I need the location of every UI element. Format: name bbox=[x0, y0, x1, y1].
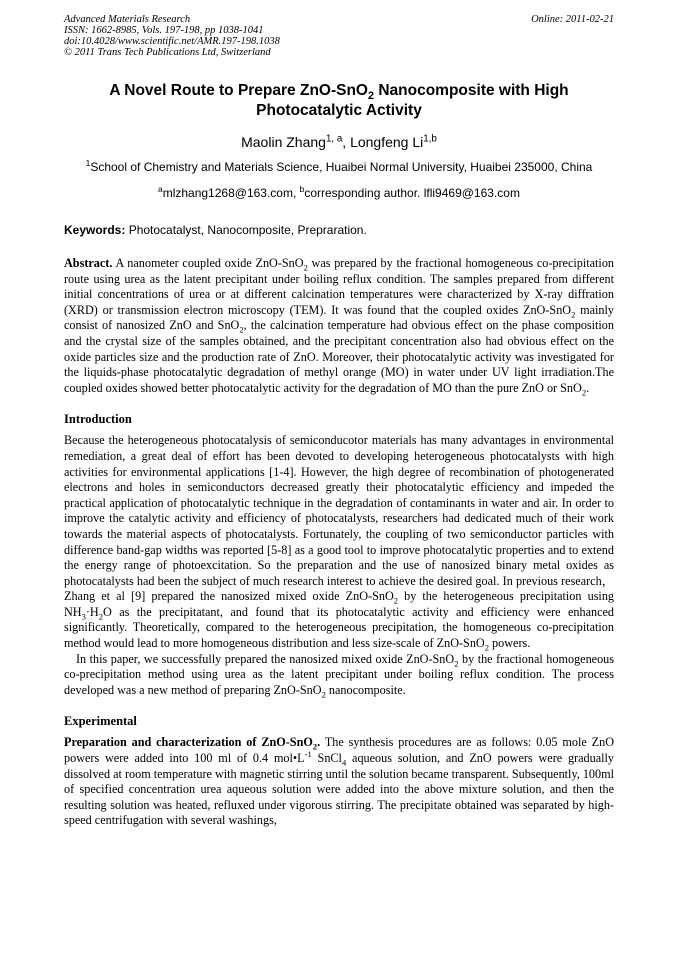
journal-name: Advanced Materials Research bbox=[64, 14, 191, 25]
issn-line: ISSN: 1662-8985, Vols. 197-198, pp 1038-1041 bbox=[64, 25, 264, 36]
author-name: Maolin Zhang bbox=[241, 134, 326, 150]
intro-paragraph: In this paper, we successfully prepared the nanosized mixed oxide ZnO-SnO$_2$ by the fractional homogeneous co-precipitation method using urea as the latent precipitant under boiling reflux condition. The process developed was a new method of preparing ZnO-SnO$_2$ nanocomposite. bbox=[64, 651, 615, 700]
author-list: Maolin Zhang$^{1, a}$, Longfeng Li$^{1,b}$ bbox=[241, 133, 437, 150]
affiliation: $^1$School of Chemistry and Materials Science, Huaibei Normal University, Huaibei 235000, China bbox=[85, 158, 593, 174]
copyright-line: © 2011 Trans Tech Publications Ltd, Switzerland bbox=[64, 47, 271, 58]
online-date: Online: 2011-02-21 bbox=[531, 14, 614, 25]
paper-title: A Novel Route to Prepare ZnO-SnO$_2$ Nanocomposite with High Photocatalytic Activity bbox=[109, 82, 569, 119]
abstract-label: Abstract. bbox=[64, 256, 113, 270]
doi-line: doi:10.4028/www.scientific.net/AMR.197-198.1038 bbox=[64, 36, 280, 47]
section-heading-experimental: Experimental bbox=[64, 714, 137, 729]
intro-paragraph: Because the heterogeneous photocatalysis of semiconducotor materials has many advantages in environmental remediation, a great deal of effort has been devoted to developing heterogeneous photocatalysts with high activities for environmental applications [1-4]. However, the high degree of recombination of photogenerated electrons and holes in semiconductors decreased greatly their photocatalytic efficiency and impeded the practical application of photocatalytic technique in the degradation of contaminants in water and air. In order to improve the catalytic activity and efficiency of photocatalysts, researchers had dedicated much of their work towards the material aspects of photocatalysts. Fortunately, the coupling of two semiconductor particles with difference band-gap widths was reported [5-8] as a good tool to improve photocatalytic properties and to extend the energy range of photoexcitation. So the preparation and the use of nanosized binary metal oxides as photocatalysts had been the subject of much research interest to achieve the desired goal. In previous research，Zhang et al [9] prepared the nanosized mixed oxide ZnO-SnO$_2$ by the heterogeneous precipitation using $NH_3\cdot H_2O$ as the precipitatant, and found that its photocatalytic activity and efficiency were enhanced significantly. Theoretically, compared to the heterogeneous precipitation, the homogeneous co-precipitation method would lead to more homogeneous distribution and less size-scale of ZnO-SnO$_2$ powers. bbox=[64, 433, 615, 653]
section-heading-introduction: Introduction bbox=[64, 412, 132, 427]
author-emails: $^a$mlzhang1268@163.com, $^b$corresponding author. lfli9469@163.com bbox=[158, 184, 520, 200]
author-name: Longfeng Li bbox=[350, 134, 424, 150]
keywords-label: Keywords: bbox=[64, 223, 126, 237]
abstract: Abstract. A nanometer coupled oxide ZnO-SnO$_2$ was prepared by the fractional homogeneous co-precipitation route using urea as the latent precipitant under boiling reflux condition. The samples prepared from different initial concentrations of urea or at different calcination temperatures were characterized by X-ray diffration (XRD) or transmission electron microscopy (TEM). It was found that the coupled oxides ZnO-SnO$_2$ mainly consist of nanosized ZnO and SnO$_2$, the calcination temperature had obvious effect on the phase composition and the crystal size of the samples obtained, and the precipitant concentration also had obvious effect on the oxide particles size and the production rate of ZnO. Moreover, their photocatalytic activity was investigated for the liquids-phase photocatalytic degradation of methyl orange (MO) in water under UV light irradiation.The coupled oxides showed better photocatalytic activity for the degradation of MO than the pure ZnO or SnO$_2$. bbox=[64, 256, 615, 398]
paper-page bbox=[64, 14, 614, 829]
experimental-paragraph: Preparation and characterization of ZnO-SnO$_2$. The synthesis procedures are as follows: 0.05 mole ZnO powers were added into 100 ml of 0.4 $mol•L^{-1}$ SnCl$_4$ aqueous solution, and ZnO powers were gradually dissolved at room temperature with magnetic stirring until the solution became transparent. Subsequently, 100ml of specified concentration urea aqueous solution were added into the above mixture solution, and then the resulting solution was heated, refluxed under vigorous stirring. The precipitate obtained was separated by high-speed centrifugation with several washings, bbox=[64, 735, 615, 828]
journal-header bbox=[64, 14, 614, 58]
keywords: Keywords: Photocatalyst, Nanocomposite, Prepraration. bbox=[64, 223, 367, 237]
subsection-heading: Preparation and characterization of ZnO-SnO$_2$. bbox=[64, 735, 321, 752]
